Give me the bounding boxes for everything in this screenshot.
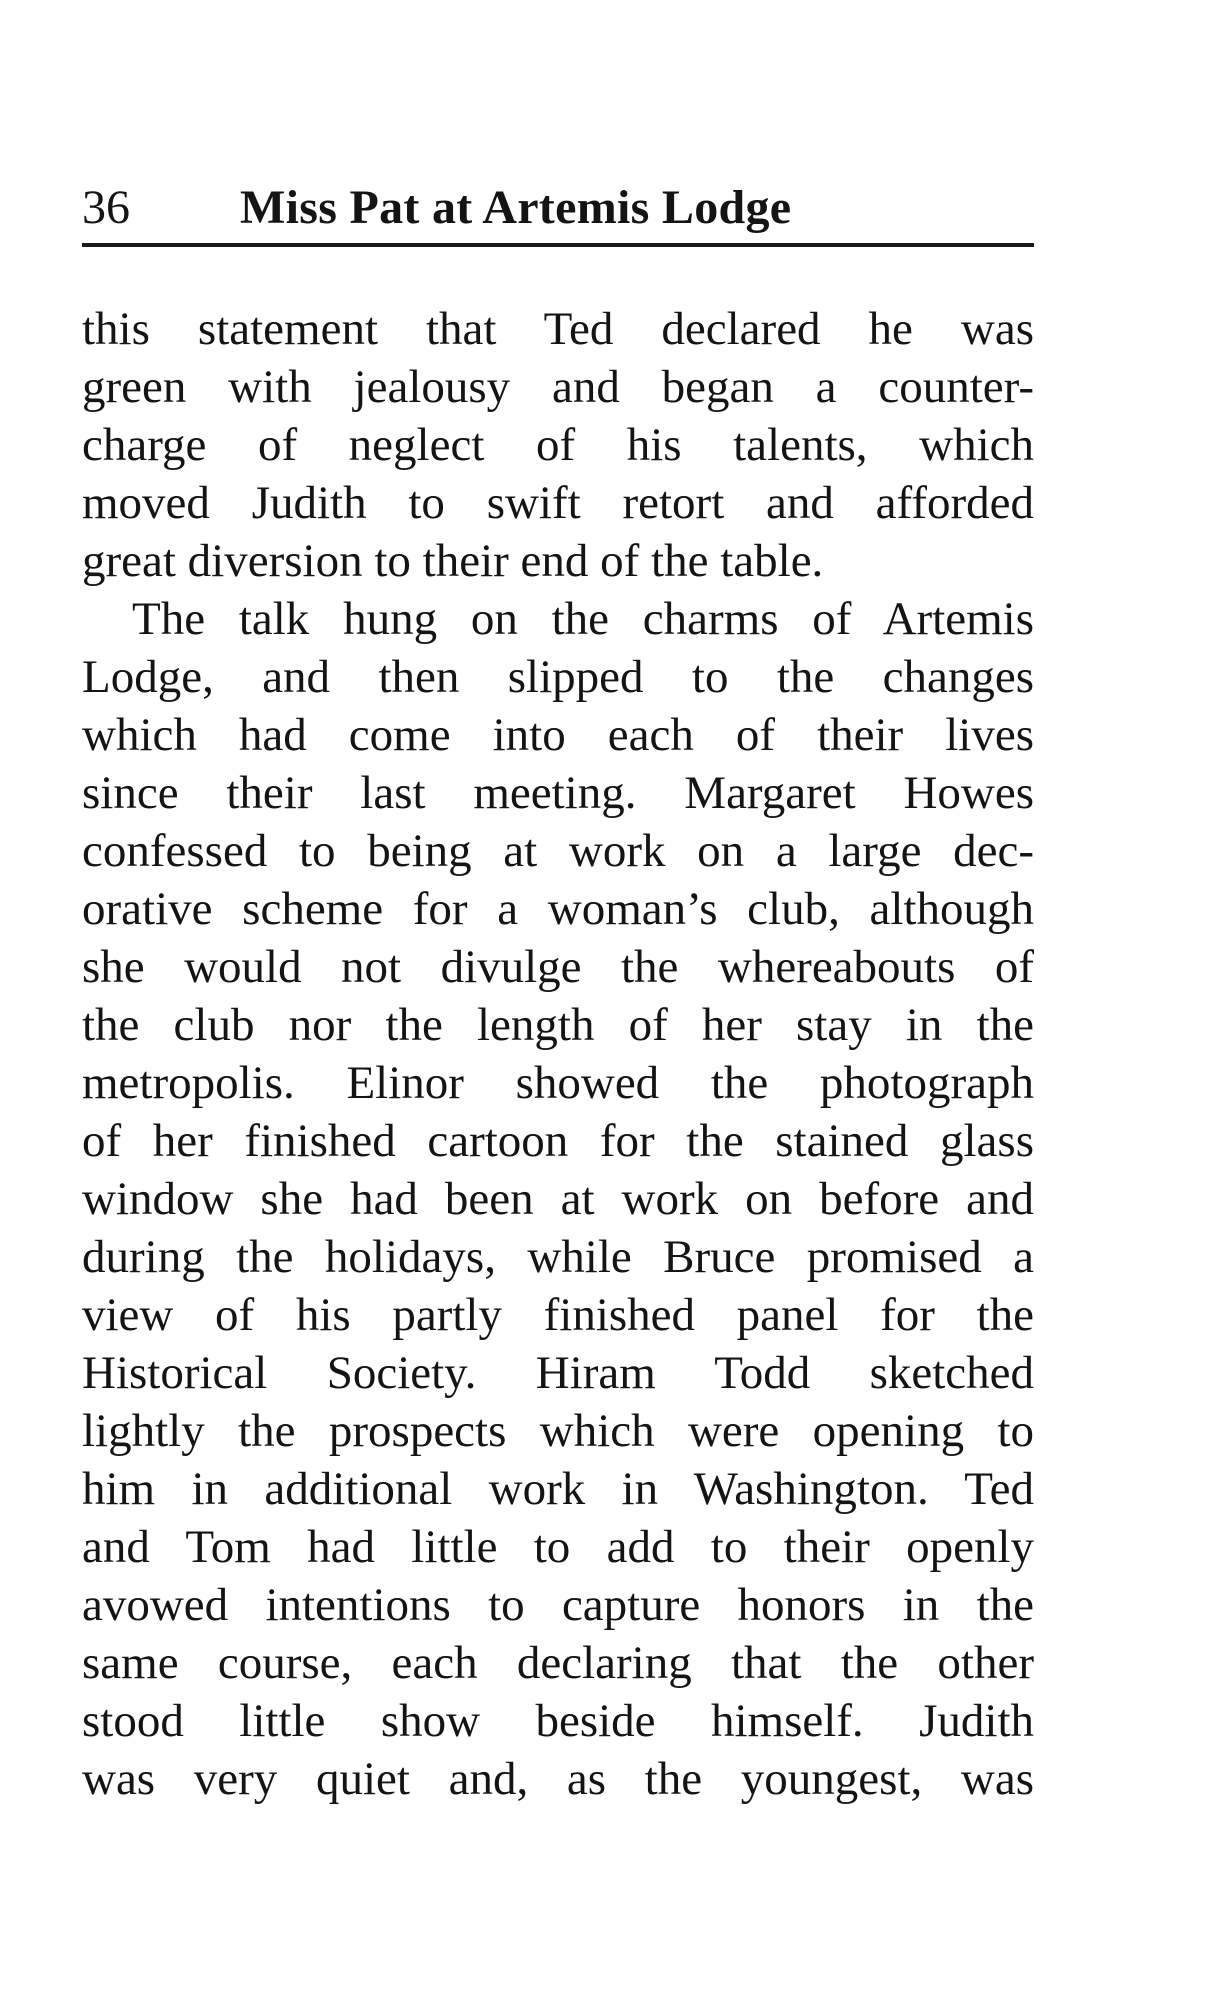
- running-title: Miss Pat at Artemis Lodge: [240, 181, 792, 234]
- text-line: stood little show beside himself. Judith: [82, 1695, 1034, 1747]
- text-line: Historical Society. Hiram Todd sketched: [82, 1347, 1034, 1399]
- text-line: moved Judith to swift retort and afforded: [82, 477, 1034, 529]
- text-line: him in additional work in Washington. Ted: [82, 1463, 1034, 1515]
- text-line: this statement that Ted declared he was: [82, 303, 1034, 355]
- text-line: was very quiet and, as the youngest, was: [82, 1753, 1034, 1805]
- text-line: since their last meeting. Margaret Howes: [82, 767, 1034, 819]
- text-line: charge of neglect of his talents, which: [82, 419, 1034, 471]
- text-line: Lodge, and then slipped to the changes: [82, 651, 1034, 703]
- header-rule: [82, 243, 1034, 247]
- text-line: the club nor the length of her stay in the: [82, 999, 1034, 1051]
- body-text: [82, 300, 1034, 1808]
- text-line: of her finished cartoon for the stained glass: [82, 1115, 1034, 1167]
- text-line: window she had been at work on before and: [82, 1173, 1034, 1225]
- text-line: confessed to being at work on a large dec-: [82, 825, 1034, 877]
- text-line: same course, each declaring that the other: [82, 1637, 1034, 1689]
- text-line: metropolis. Elinor showed the photograph: [82, 1057, 1034, 1109]
- page-number: 36: [82, 181, 130, 234]
- text-line: she would not divulge the whereabouts of: [82, 941, 1034, 993]
- text-line: The talk hung on the charms of Artemis: [132, 593, 1034, 645]
- text-line: avowed intentions to capture honors in the: [82, 1579, 1034, 1631]
- text-line: during the holidays, while Bruce promised a: [82, 1231, 1034, 1283]
- text-line: great diversion to their end of the table.: [82, 535, 824, 587]
- text-line: view of his partly finished panel for the: [82, 1289, 1034, 1341]
- text-line: which had come into each of their lives: [82, 709, 1034, 761]
- text-line: orative scheme for a woman’s club, although: [82, 883, 1034, 935]
- text-line: green with jealousy and began a counter-: [82, 361, 1034, 413]
- text-line: lightly the prospects which were opening to: [82, 1405, 1034, 1457]
- text-line: and Tom had little to add to their openly: [82, 1521, 1034, 1573]
- running-head: [82, 178, 1034, 238]
